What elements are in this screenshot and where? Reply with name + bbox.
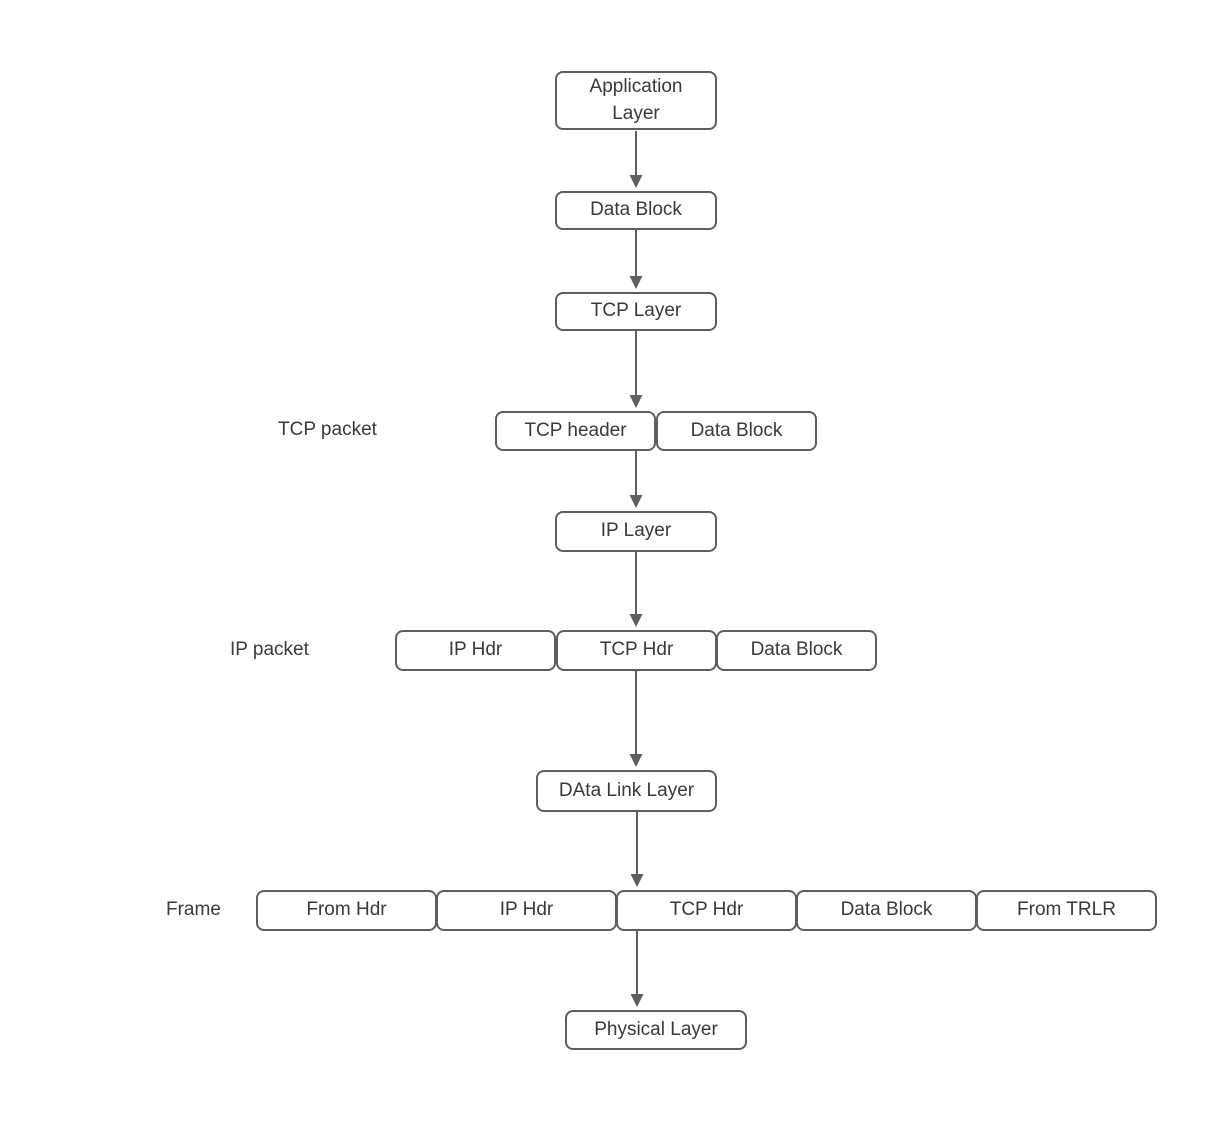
node-from-trlr-label: From TRLR bbox=[1017, 899, 1116, 921]
node-data-block-top bbox=[555, 191, 717, 230]
node-data-link-layer-label: DAta Link Layer bbox=[558, 779, 695, 801]
node-tcp-layer bbox=[555, 292, 717, 331]
node-tcp-hdr-frame-label: TCP Hdr bbox=[669, 899, 744, 921]
node-data-block-top-label: Data Block bbox=[590, 199, 682, 221]
node-application-layer bbox=[555, 71, 717, 130]
node-ip-layer-label: IP Layer bbox=[600, 520, 672, 542]
node-ip-hdr-frame-label: IP Hdr bbox=[499, 899, 554, 921]
row-label-ip-packet: IP packet bbox=[230, 639, 309, 660]
node-application-layer-label: Application Layer bbox=[589, 75, 683, 124]
row-label-frame: Frame bbox=[166, 899, 221, 920]
node-tcp-hdr-frame bbox=[616, 890, 797, 931]
node-from-hdr bbox=[256, 890, 437, 931]
row-label-tcp-packet: TCP packet bbox=[278, 419, 377, 440]
node-from-trlr bbox=[976, 890, 1157, 931]
node-data-block-tcp-packet bbox=[656, 411, 817, 451]
node-ip-hdr-frame bbox=[436, 890, 617, 931]
node-physical-layer bbox=[565, 1010, 747, 1050]
node-tcp-header bbox=[495, 411, 656, 451]
node-data-block-frame bbox=[796, 890, 977, 931]
node-data-block-ip-packet bbox=[716, 630, 877, 671]
node-from-hdr-label: From Hdr bbox=[306, 899, 387, 921]
node-tcp-layer-label: TCP Layer bbox=[590, 300, 682, 322]
node-data-block-ip-packet-label: Data Block bbox=[750, 639, 843, 661]
node-tcp-hdr-ip-packet-label: TCP Hdr bbox=[599, 639, 674, 661]
node-tcp-header-label: TCP header bbox=[524, 419, 627, 441]
node-ip-layer bbox=[555, 511, 717, 552]
node-ip-hdr-ip-packet bbox=[395, 630, 556, 671]
node-physical-layer-label: Physical Layer bbox=[594, 1018, 718, 1040]
node-data-link-layer bbox=[536, 770, 717, 812]
node-tcp-hdr-ip-packet bbox=[556, 630, 717, 671]
node-ip-hdr-ip-packet-label: IP Hdr bbox=[448, 639, 503, 661]
node-data-block-tcp-packet-label: Data Block bbox=[690, 419, 783, 441]
node-data-block-frame-label: Data Block bbox=[840, 899, 933, 921]
